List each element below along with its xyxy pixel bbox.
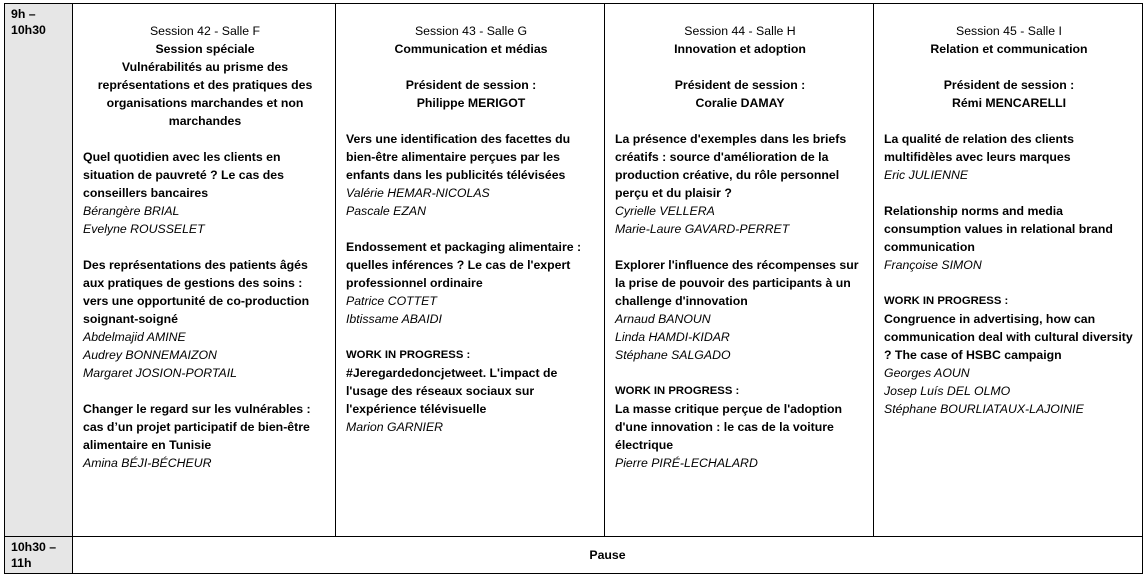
session-header	[615, 22, 865, 58]
paper-entry	[884, 292, 1134, 418]
session-cell-44	[605, 4, 874, 537]
session-header	[83, 22, 327, 130]
paper-title: La présence d'exemples dans les briefs créatifs : source d'amélioration de la production créative, du rôle personnel perçu et du plaisir ?	[615, 132, 847, 200]
paper-author: Pascale EZAN	[346, 204, 426, 218]
president-name: Rémi MENCARELLI	[951, 96, 1067, 110]
paper-title: Congruence in advertising, how can communication deal with cultural diversity ? The case of HSBC campaign	[884, 312, 1133, 362]
paper-title: La qualité de relation des clients multifidèles avec leurs marques	[884, 132, 1074, 164]
paper-author: Eric JULIENNE	[884, 168, 969, 182]
paper-title: Changer le regard sur les vulnérables : cas d’un projet participatif de bien-être alimentaire en Tunisie	[83, 402, 311, 452]
paper-entry	[884, 130, 1134, 184]
paper-author: Linda HAMDI-KIDAR	[615, 330, 730, 344]
paper-title: Quel quotidien avec les clients en situation de pauvreté ? Le cas des conseillers bancaires	[83, 150, 284, 200]
session-president	[884, 76, 1134, 112]
paper-title: La masse critique perçue de l'adoption d'une innovation : le cas de la voiture électrique	[615, 402, 843, 452]
paper-title: #Jeregardedoncjetweet. L'impact de l'usage des réseaux sociaux sur l'expérience télévisuelle	[346, 366, 558, 416]
paper-entry	[83, 256, 327, 382]
session-subtitle: Communication et médias	[394, 42, 548, 56]
paper-entry	[615, 130, 865, 238]
paper-author: Evelyne ROUSSELET	[83, 222, 205, 236]
paper-author: Ibtissame ABAIDI	[346, 312, 442, 326]
time-label: 9h – 10h30	[11, 7, 46, 37]
paper-entry	[346, 238, 596, 328]
president-name: Philippe MERIGOT	[416, 96, 526, 110]
paper-entry	[346, 130, 596, 220]
pause-row	[5, 537, 1143, 574]
work-in-progress-label: WORK IN PROGRESS :	[615, 385, 740, 397]
time-slot	[5, 4, 73, 537]
president-label: Président de session :	[943, 78, 1075, 92]
time-slot	[5, 537, 73, 574]
session-header	[346, 22, 596, 58]
session-title: Session 43 - Salle G	[414, 24, 528, 38]
paper-title: Vers une identification des facettes du bien-être alimentaire perçues par les enfants dans les publicités télévisées	[346, 132, 571, 182]
paper-entry	[615, 382, 865, 472]
paper-author: Stéphane BOURLIATAUX-LAJOINIE	[884, 402, 1084, 416]
session-cell-45	[874, 4, 1143, 537]
session-subtitle: Vulnérabilités au prisme des représentations et des pratiques des organisations marchandes et non marchandes	[97, 60, 313, 128]
paper-author: Pierre PIRÉ-LECHALARD	[615, 456, 758, 470]
session-cell-42	[73, 4, 336, 537]
session-president	[615, 76, 865, 112]
work-in-progress-label: WORK IN PROGRESS :	[884, 295, 1009, 307]
paper-author: Françoise SIMON	[884, 258, 982, 272]
session-subtitle: Innovation et adoption	[674, 42, 806, 56]
paper-entry	[884, 202, 1134, 274]
paper-title: Endossement et packaging alimentaire : quelles inférences ? Le cas de l'expert professionnel ordinaire	[346, 240, 582, 290]
paper-author: Bérangère BRIAL	[83, 204, 180, 218]
paper-author: Georges AOUN	[884, 366, 970, 380]
paper-author: Marie-Laure GAVARD-PERRET	[615, 222, 790, 236]
session-row	[5, 4, 1143, 537]
paper-author: Patrice COTTET	[346, 294, 437, 308]
paper-author: Audrey BONNEMAIZON	[83, 348, 217, 362]
paper-title: Relationship norms and media consumption values in relational brand communication	[884, 204, 1113, 254]
president-name: Coralie DAMAY	[695, 96, 785, 110]
session-subtitle: Relation et communication	[930, 42, 1088, 56]
paper-author: Valérie HEMAR-NICOLAS	[346, 186, 490, 200]
session-title: Session 45 - Salle I	[956, 24, 1062, 38]
paper-entry	[346, 346, 596, 436]
paper-author: Josep Luís DEL OLMO	[884, 384, 1011, 398]
paper-entry	[83, 400, 327, 472]
pause-cell: Pause	[73, 537, 1143, 574]
president-label: Président de session :	[674, 78, 806, 92]
session-subtitle: Session spéciale	[155, 42, 255, 56]
paper-author: Margaret JOSION-PORTAIL	[83, 366, 237, 380]
paper-author: Marion GARNIER	[346, 420, 444, 434]
work-in-progress-label: WORK IN PROGRESS :	[346, 349, 471, 361]
session-title: Session 44 - Salle H	[684, 24, 796, 38]
paper-author: Stéphane SALGADO	[615, 348, 731, 362]
program-table	[4, 3, 1143, 574]
paper-title: Explorer l'influence des récompenses sur la prise de pouvoir des participants à un challenge d'innovation	[615, 258, 859, 308]
session-title: Session 42 - Salle F	[149, 24, 261, 38]
session-cell-43	[336, 4, 605, 537]
paper-entry	[615, 256, 865, 364]
paper-author: Amina BÉJI-BÉCHEUR	[83, 456, 212, 470]
president-label: Président de session :	[405, 78, 537, 92]
paper-entry	[83, 148, 327, 238]
paper-title: Des représentations des patients âgés aux pratiques de gestions des soins : vers une opportunité de co-production soignant-soigné	[83, 258, 310, 326]
session-president	[346, 76, 596, 112]
time-label: 10h30 – 11h	[11, 540, 57, 570]
paper-author: Cyrielle VELLERA	[615, 204, 715, 218]
paper-author: Arnaud BANOUN	[615, 312, 711, 326]
paper-author: Abdelmajid AMINE	[83, 330, 186, 344]
session-header	[884, 22, 1134, 58]
